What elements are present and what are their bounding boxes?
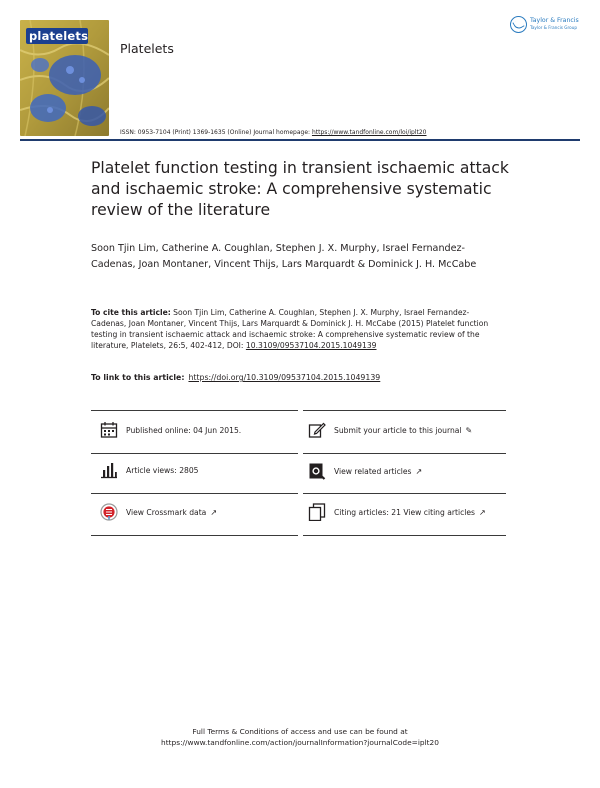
publisher-logo-icon — [510, 16, 527, 33]
info-divider — [91, 410, 298, 411]
citation-doi-link[interactable]: 10.3109/09537104.2015.1049139 — [245, 341, 377, 350]
info-divider — [91, 535, 298, 536]
citing-articles-link[interactable] — [308, 501, 486, 523]
publisher-logo[interactable] — [510, 14, 585, 38]
publisher-group: Taylor & Francis Group — [530, 25, 578, 30]
info-divider — [91, 453, 298, 454]
crossmark-text: View Crossmark data — [126, 507, 207, 517]
pen-icon: ✎ — [465, 425, 473, 435]
info-divider — [91, 493, 298, 494]
submit-article-link[interactable] — [308, 419, 472, 441]
cover-title: platelets — [29, 29, 89, 43]
article-views-text: Article views: 2805 — [126, 465, 199, 475]
article-views — [100, 459, 199, 481]
crossmark-link[interactable] — [100, 501, 217, 523]
article-link-block — [91, 372, 511, 383]
published-online — [100, 419, 241, 441]
info-divider — [303, 453, 506, 454]
footer-terms-text: Full Terms & Conditions of access and use can be found at — [192, 727, 408, 736]
documents-icon — [308, 503, 326, 521]
external-link-icon: ↗ — [210, 507, 218, 517]
article-title: Platelet function testing in transient ischaemic attack and ischaemic stroke: A comprehensive systematic review of the literature — [91, 159, 509, 219]
publisher-name: Taylor & Francis — [530, 17, 579, 24]
info-divider — [303, 535, 506, 536]
article-link-label: To link to this article: — [91, 373, 185, 382]
citation-block — [91, 307, 491, 351]
external-link-icon: ↗ — [479, 507, 486, 517]
citation-label: To cite this article: — [91, 308, 171, 317]
footer-terms-link[interactable]: https://www.tandfonline.com/action/journalInformation?journalCode=iplt20 — [161, 738, 439, 747]
calendar-icon — [100, 421, 118, 439]
journal-cover-image — [20, 20, 109, 136]
citing-articles-text: Citing articles: 21 View citing articles — [334, 507, 475, 517]
issn-text: ISSN: 0953-7104 (Print) 1369-1635 (Online) Journal homepage: — [120, 129, 312, 136]
edit-icon — [308, 421, 326, 439]
crossmark-icon — [100, 503, 118, 521]
published-online-text: Published online: 04 Jun 2015. — [126, 425, 242, 435]
issn-line — [120, 129, 427, 136]
info-divider — [303, 493, 506, 494]
external-link-icon: ↗ — [415, 466, 423, 476]
header-divider — [20, 139, 580, 141]
journal-homepage-link[interactable]: https://www.tandfonline.com/loi/iplt20 — [311, 129, 427, 136]
journal-name: Platelets — [120, 41, 174, 56]
info-divider — [303, 410, 506, 411]
terms-footer — [0, 726, 600, 748]
bar-chart-icon — [100, 461, 118, 479]
citation-text: Soon Tjin Lim, Catherine A. Coughlan, Stephen J. X. Murphy, Israel Fernandez-Cadenas, Joan Montaner, Vincent Thijs, Lars Marquardt & Dominick J. H. McCabe (2015) Platelet function testing in transient ischaemic attack and ischaemic stroke: A comprehensive systematic review of the literature, Platelets, 26:5, 402-412, DOI: — [91, 308, 489, 350]
search-document-icon — [308, 462, 326, 480]
related-articles-text: View related articles — [334, 466, 412, 476]
article-authors: Soon Tjin Lim, Catherine A. Coughlan, Stephen J. X. Murphy, Israel Fernandez-Cadenas, Joan Montaner, Vincent Thijs, Lars Marquardt & Dominick J. H. McCabe — [91, 243, 477, 270]
submit-article-text: Submit your article to this journal — [334, 425, 462, 435]
article-doi-link[interactable]: https://doi.org/10.3109/09537104.2015.1049139 — [188, 373, 381, 382]
related-articles-link[interactable] — [308, 460, 422, 482]
